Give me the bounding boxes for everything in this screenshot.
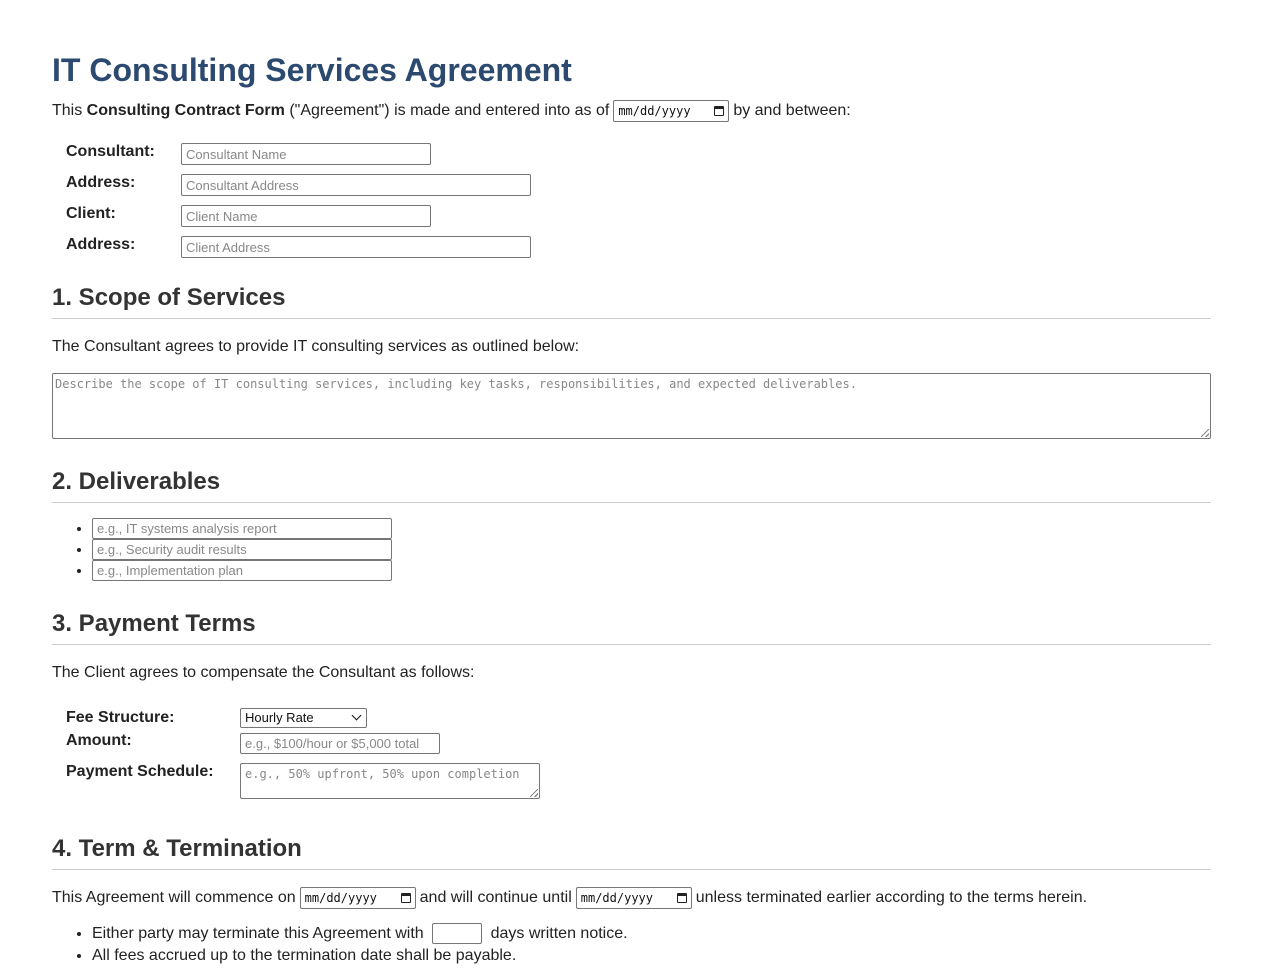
fee-structure-value: Hourly Rate: [245, 710, 314, 725]
payment-text: The Client agrees to compensate the Consultant as follows:: [52, 664, 475, 681]
payment-schedule-label: Payment Schedule:: [66, 763, 214, 780]
intro-suffix: by and between:: [733, 102, 851, 119]
termination-list: [52, 923, 1211, 967]
deliverable-input-1[interactable]: [92, 518, 392, 539]
list-item: [92, 539, 1211, 560]
fee-structure-row: [66, 703, 1211, 732]
scope-placeholder: Describe the scope of IT consulting services, including key tasks, responsibilities, and expected deliverables.: [55, 377, 857, 391]
date-placeholder: mm/dd/yyyy: [618, 104, 691, 118]
amount-row: [66, 732, 1211, 763]
agreement-date-input[interactable]: [613, 100, 729, 122]
scope-textarea[interactable]: [52, 373, 1211, 439]
end-date-placeholder: mm/dd/yyyy: [580, 891, 653, 905]
fees-text: All fees accrued up to the termination date shall be payable.: [92, 947, 517, 964]
term-line: [52, 887, 1211, 909]
scope-text: The Consultant agrees to provide IT consulting services as outlined below:: [52, 338, 580, 355]
term-suffix: unless terminated earlier according to the terms herein.: [695, 889, 1088, 906]
consultant-address-label: Address:: [66, 174, 136, 191]
consultant-name-input[interactable]: [181, 143, 431, 165]
term-prefix: This Agreement will commence on: [52, 889, 296, 906]
start-date-placeholder: mm/dd/yyyy: [304, 891, 377, 905]
fee-structure-select[interactable]: [240, 708, 367, 728]
consultant-address-row: [66, 174, 1211, 205]
list-item: [92, 923, 1211, 945]
chevron-down-icon: [352, 711, 362, 721]
client-name-placeholder: Client Name: [186, 208, 258, 224]
consultant-address-placeholder: Consultant Address: [186, 177, 299, 193]
payment-schedule-row: [66, 763, 1211, 799]
list-item: [92, 945, 1211, 967]
notice-suffix: days written notice.: [490, 925, 628, 942]
deliverables-list: [52, 518, 1211, 581]
payment-schedule-textarea[interactable]: [240, 763, 540, 799]
amount-input[interactable]: [240, 733, 440, 754]
party-info: [66, 143, 1211, 267]
page-title: IT Consulting Services Agreement: [52, 52, 572, 88]
amount-placeholder: e.g., $100/hour or $5,000 total: [245, 736, 420, 751]
intro-bold: Consulting Contract Form: [86, 102, 285, 119]
consultant-name-row: [66, 143, 1211, 174]
deliverable-placeholder: • e.g., Implementation plan: [97, 563, 243, 578]
scope-heading: 1. Scope of Services: [52, 283, 1211, 319]
deliverable-placeholder: • e.g., Security audit results: [97, 542, 247, 557]
end-date-input[interactable]: [576, 887, 692, 909]
client-name-input[interactable]: [181, 205, 431, 227]
consultant-label: Consultant:: [66, 143, 155, 160]
consultant-name-placeholder: Consultant Name: [186, 146, 287, 162]
client-name-row: [66, 205, 1211, 236]
calendar-icon[interactable]: [401, 893, 411, 903]
client-address-row: [66, 236, 1211, 267]
resize-handle-icon[interactable]: [1201, 429, 1209, 437]
notice-days-input[interactable]: [432, 923, 482, 944]
intro-prefix: This: [52, 102, 87, 119]
intro-line: [52, 99, 1211, 123]
payment-fields: [66, 703, 1211, 799]
client-address-label: Address:: [66, 236, 136, 253]
term-middle: and will continue until: [419, 889, 572, 906]
list-item: [92, 518, 1211, 539]
deliverable-input-2[interactable]: [92, 539, 392, 560]
client-address-placeholder: Client Address: [186, 239, 270, 255]
deliverables-heading: 2. Deliverables: [52, 467, 1211, 503]
consultant-address-input[interactable]: [181, 174, 531, 196]
list-item: [92, 560, 1211, 581]
fee-structure-label: Fee Structure:: [66, 708, 175, 726]
calendar-icon[interactable]: [714, 106, 724, 116]
deliverable-placeholder: • e.g., IT systems analysis report: [97, 521, 277, 536]
term-heading: 4. Term & Termination: [52, 834, 1211, 870]
deliverable-input-3[interactable]: [92, 560, 392, 581]
payment-schedule-placeholder: e.g., 50% upfront, 50% upon completion: [245, 767, 520, 781]
amount-label: Amount:: [66, 732, 132, 749]
resize-handle-icon[interactable]: [530, 789, 538, 797]
calendar-icon[interactable]: [677, 893, 687, 903]
client-label: Client:: [66, 205, 116, 222]
start-date-input[interactable]: [300, 887, 416, 909]
payment-heading: 3. Payment Terms: [52, 609, 1211, 645]
client-address-input[interactable]: [181, 236, 531, 258]
notice-prefix: Either party may terminate this Agreement with: [92, 925, 424, 942]
intro-middle: ("Agreement") is made and entered into as of: [284, 102, 610, 119]
